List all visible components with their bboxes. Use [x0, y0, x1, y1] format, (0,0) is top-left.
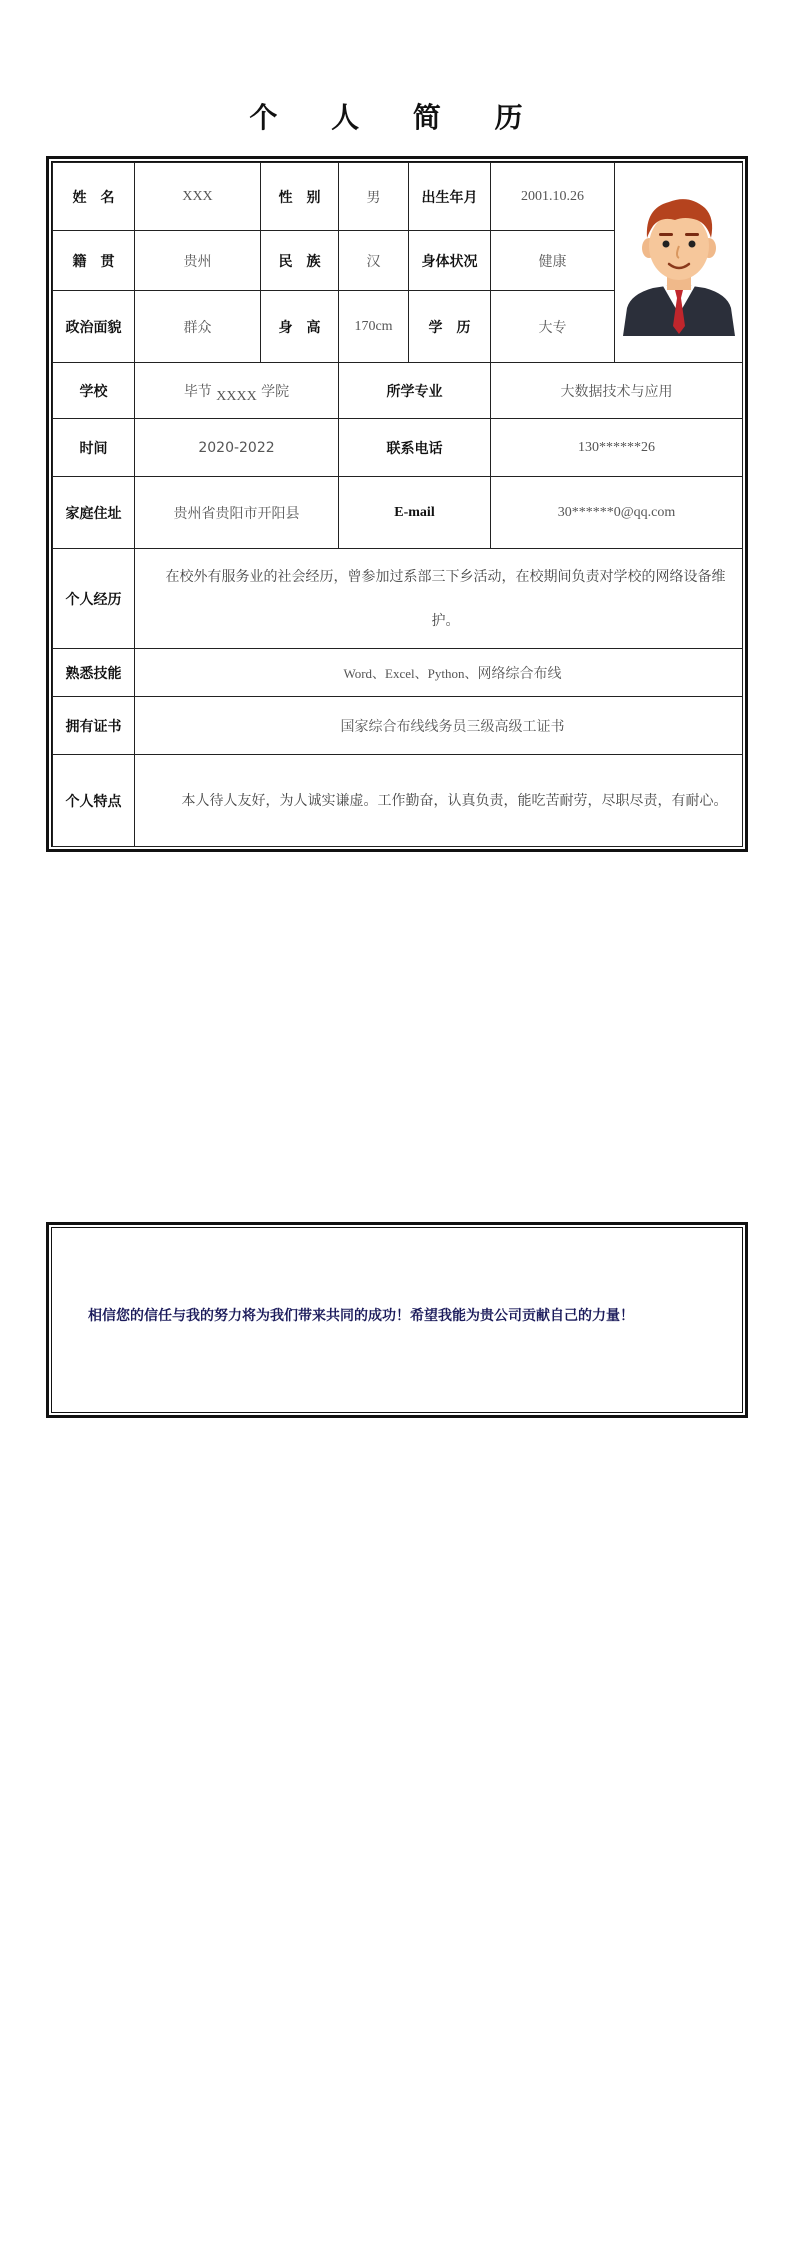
address-label: 家庭住址 [53, 477, 135, 549]
page-title: 个 人 简 历 [249, 101, 545, 134]
name-label: 姓 名 [53, 163, 135, 231]
birth-label: 出生年月 [409, 163, 491, 231]
email-value: 30******0@qq.com [491, 477, 743, 549]
gender-value: 男 [339, 163, 409, 231]
major-value: 大数据技术与应用 [491, 363, 743, 419]
closing-message: 相信您的信任与我的努力将为我们带来共同的成功！希望我能为贵公司贡献自己的力量！ [88, 1308, 634, 1324]
certs-label: 拥有证书 [53, 697, 135, 755]
school-value-a: 毕节 [183, 383, 212, 400]
time-value: 2020-2022 [135, 419, 339, 477]
experience-text: 在校外有服务业的社会经历，曾参加过系部三下乡活动，在校期间负责对学校的网络设备维护。 [165, 568, 726, 629]
gender-label: 性 别 [261, 163, 339, 231]
name-value: XXX [135, 163, 261, 231]
avatar [619, 186, 739, 336]
phone-label: 联系电话 [339, 419, 491, 477]
height-label: 身 高 [261, 291, 339, 363]
origin-label: 籍 贯 [53, 231, 135, 291]
political-value: 群众 [135, 291, 261, 363]
health-label: 身体状况 [409, 231, 491, 291]
ethnic-value: 汉 [339, 231, 409, 291]
skills-label: 熟悉技能 [53, 649, 135, 697]
health-value: 健康 [491, 231, 615, 291]
birth-value: 2001.10.26 [491, 163, 615, 231]
ethnic-label: 民 族 [261, 231, 339, 291]
certs-cell [135, 697, 743, 755]
school-value [135, 363, 339, 419]
certs-text: 国家综合布线线务员三级高级工证书 [340, 718, 565, 735]
origin-value: 贵州 [135, 231, 261, 291]
traits-text: 本人待人友好，为人诚实谦虚。工作勤奋，认真负责，能吃苦耐劳，尽职尽责，有耐心。 [181, 792, 728, 809]
experience-cell [135, 549, 743, 649]
photo-cell [615, 163, 743, 363]
time-label: 时间 [53, 419, 135, 477]
address-value: 贵州省贵阳市开阳县 [135, 477, 339, 549]
edu-value: 大专 [491, 291, 615, 363]
email-label: E-mail [339, 477, 491, 549]
skills-text-a: Word、Excel、Python、 [343, 665, 478, 681]
traits-cell [135, 755, 743, 847]
phone-value: 130******26 [491, 419, 743, 477]
skills-text-b: 网络综合布线 [477, 665, 562, 682]
school-label: 学校 [53, 363, 135, 419]
traits-label: 个人特点 [53, 755, 135, 847]
height-value: 170cm [339, 291, 409, 363]
political-label: 政治面貌 [53, 291, 135, 363]
skills-cell [135, 649, 743, 697]
school-value-c: 学院 [261, 383, 290, 400]
school-value-b: XXXX [216, 388, 257, 404]
experience-label: 个人经历 [53, 549, 135, 649]
major-label: 所学专业 [339, 363, 491, 419]
resume-table [52, 162, 743, 847]
edu-label: 学 历 [409, 291, 491, 363]
